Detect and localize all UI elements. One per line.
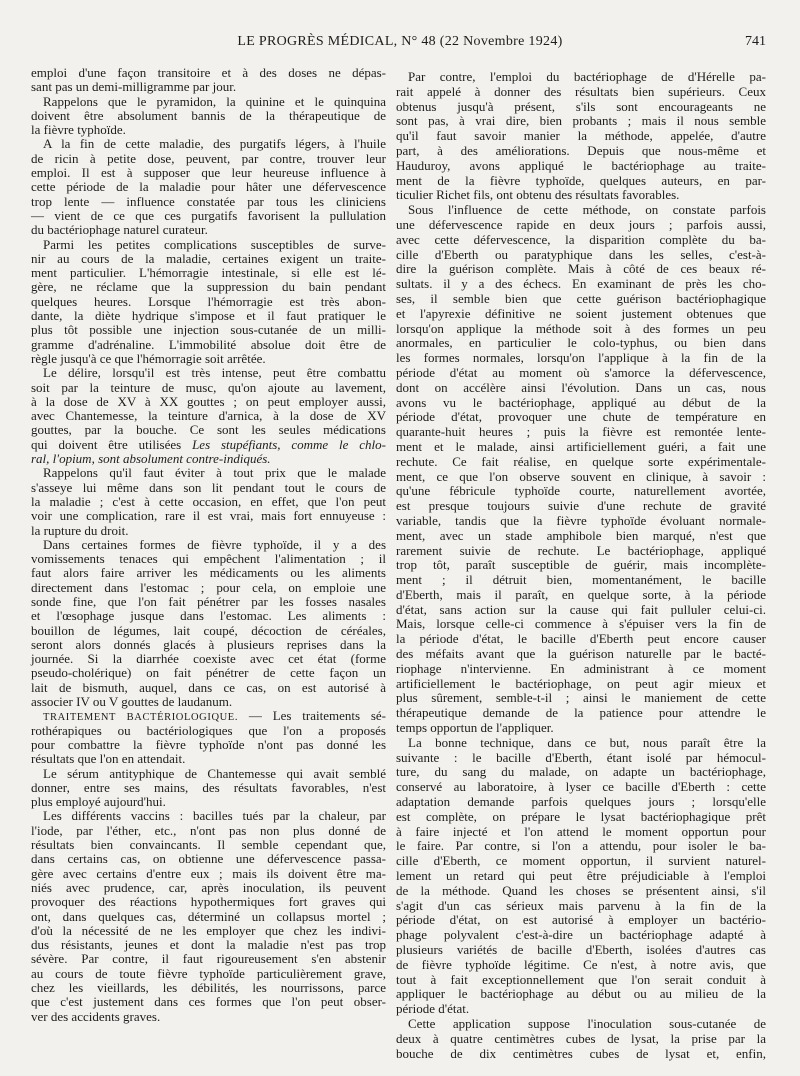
text-line: gère avec certains d'entre eux ; mais ils doivent être ma- bbox=[31, 865, 386, 881]
text-line: Hauduroy, avons appliqué le bactériophage au traite- bbox=[396, 157, 766, 173]
text-line: à faire injecté et l'on attend le moment opportun pour bbox=[396, 823, 766, 839]
text-line: est presque toujours suivie d'une rechute de gravité bbox=[396, 498, 766, 514]
line-text: qui doivent être utilisées bbox=[31, 436, 193, 452]
text-line: dante, la diète hydrique s'impose et il faut pratiquer le bbox=[31, 308, 386, 324]
text-line: cette période de la maladie pour hâter une défervescence bbox=[31, 179, 386, 195]
text-line: Cette application suppose l'inoculation sous-cutanée de bbox=[408, 1016, 766, 1031]
text-line: sévère. Par contre, il faut rigoureusement s'en abstenir bbox=[31, 951, 386, 967]
text-line: plus tôt possible une injection sous-cutanée de un milli- bbox=[31, 322, 386, 338]
text-line: emploi d'une façon transitoire et à des doses ne dépas- bbox=[31, 65, 386, 80]
text-line: rechute. Ce fait réalise, en quelque sorte expérimentale- bbox=[396, 453, 766, 469]
text-line: rarement suivie de rechute. Le bactériophage, appliqué bbox=[396, 542, 766, 558]
text-line: anormales, en particulier le colo-typhus, ou bien dans bbox=[396, 335, 766, 351]
text-line: nir au cours de la maladie, certaines exigent un traite- bbox=[31, 250, 386, 266]
text-line: ment de la fièvre typhoïde, quelques auteurs, en par- bbox=[396, 172, 766, 188]
text-line: La bonne technique, dans ce but, nous paraît être la bbox=[408, 734, 766, 750]
text-line: part, à des améliorations. Depuis que nous-même et bbox=[396, 142, 766, 158]
text-line: la maladie ; c'est à cette occasion, en effet, que l'on peut bbox=[31, 493, 386, 509]
text-line: cille d'Eberth, ce moment opportun, il survient naturel- bbox=[396, 853, 766, 869]
text-line: riophage n'intervienne. En administrant à ce moment bbox=[396, 660, 766, 676]
text-line: temps opportun de l'appliquer. bbox=[396, 720, 554, 736]
text-line: une défervescence rapide en deux jours ; parfois aussi, bbox=[396, 216, 766, 232]
section-heading-line bbox=[31, 709, 386, 723]
text-line: quarante-huit heures ; puis la fièvre est remontée lente- bbox=[396, 424, 766, 440]
text-line: bouillon de légumes, lait coupé, décoction de céréales, bbox=[31, 622, 386, 638]
text-line: trop tôt, paraît susceptible de guérir, mais incomplète- bbox=[396, 557, 766, 573]
text-line: s'agit d'un cas sérieux mais parvenu à la fin de la bbox=[396, 897, 766, 913]
text-line: Rappelons qu'il faut éviter à tout prix que le malade bbox=[43, 465, 386, 481]
text-line: ticulier Richet fils, ont obtenu des résultats favorables. bbox=[396, 187, 680, 203]
text-line: ral, l'opium, sont absolument contre-indiqués. bbox=[31, 451, 271, 467]
text-line: ment et le malade, ainsi artificiellement guéri, a fait une bbox=[396, 438, 766, 454]
text-line: ses, il semble bien que cette guérison bactériophagique bbox=[396, 290, 766, 306]
text-line: avec cette défervescence, la disparition complète du ba- bbox=[396, 231, 766, 247]
text-line: rait appelé à donner des résultats bien supérieurs. Ceux bbox=[396, 83, 766, 99]
text-line: ment ; il détruit bien, momentanément, le bacille bbox=[396, 572, 766, 588]
text-line: résultats bien convaincants. Il semble cependant que, bbox=[31, 837, 386, 853]
text-line: deux à quatre centimètres cubes de lysat, la prise par la bbox=[396, 1030, 766, 1046]
text-line: à la dose de XV à XX gouttes ; on peut employer aussi, bbox=[31, 393, 386, 409]
text-line: cille d'Eberth ou paratyphique dans les selles, c'est-à- bbox=[396, 246, 766, 262]
text-line: plus sûrement, semble-t-il ; ainsi le maniement de cette bbox=[396, 690, 766, 706]
text-line: période d'état au moment où s'amorce la défervescence, bbox=[396, 364, 766, 380]
text-line: Sous l'influence de cette méthode, on constate parfois bbox=[408, 202, 766, 218]
text-line: d'Eberth, mais il paraît, en quelque sorte, à la période bbox=[396, 586, 766, 602]
text-line: doivent être absolument bannis de la thérapeutique de bbox=[31, 107, 386, 123]
text-line: période d'état. bbox=[396, 1001, 470, 1017]
text-line: gramme d'adrénaline. L'immobilité absolue doit être de bbox=[31, 336, 386, 352]
text-line: d'où la nécessité de ne les employer que chez les indivi- bbox=[31, 922, 386, 938]
text-line: ment, ce que l'on observe souvent en clinique, à savoir : bbox=[396, 468, 766, 484]
text-line: pseudo-cholérique) on fait pénétrer de cette façon un bbox=[31, 665, 386, 681]
text-line: Les différents vaccins : bacilles tués par la chaleur, par bbox=[43, 808, 386, 824]
text-line: ver des accidents graves. bbox=[31, 1008, 161, 1024]
text-line: pour combattre la fièvre typhoïde n'ont pas donné les bbox=[31, 736, 386, 752]
text-line: lement un retard qui peut être préjudiciable à l'emploi bbox=[396, 868, 766, 884]
italic-text: Les stupéfiants, comme le chlo- bbox=[192, 436, 386, 452]
section-heading: TRAITEMENT BACTÉRIOLOGIQUE. bbox=[43, 712, 239, 724]
text-line: suivante : le bacille d'Eberth, étant isolé par hémocul- bbox=[396, 749, 766, 765]
journal-title: LE PROGRÈS MÉDICAL, N° 48 (22 Novembre 1924) bbox=[237, 34, 563, 49]
text-line: que c'est justement dans ces formes que l'on peut obser- bbox=[31, 994, 386, 1010]
text-line: sont pas, à vrai dire, bien probants ; mais il nous semble bbox=[396, 113, 766, 129]
text-line: Dans certaines formes de fièvre typhoïde, il y a des bbox=[43, 536, 386, 552]
text-line: s'asseye lui même dans son lit pendant tout le cours de bbox=[31, 479, 386, 495]
text-line: lait de bismuth, auquel, dans ce cas, on est autorisé à bbox=[31, 679, 386, 695]
text-line: plusieurs variétés de bacille d'Eberth, isolées d'autres cas bbox=[396, 942, 766, 958]
text-line: qu'il faut savoir manier la méthode, appelée, d'autre bbox=[396, 128, 766, 144]
text-line: appliquer le bactériophage au début ou au milieu de la bbox=[396, 986, 766, 1002]
text-line: qu'une fébricule typhoïde courte, naturellement avortée, bbox=[396, 483, 766, 499]
text-line: vomissements tenaces qui empêchent l'alimentation ; il bbox=[31, 551, 386, 567]
text-line: sonde fine, que l'on fait pénétrer par les fosses nasales bbox=[31, 593, 386, 609]
text-line: est complète, on prépare le lysat bactériophagique prêt bbox=[396, 808, 766, 824]
text-line: Rappelons que le pyramidon, la quinine et le quinquina bbox=[43, 93, 386, 109]
text-line: plus employé aujourd'hui. bbox=[31, 794, 166, 810]
text-line: seront alors donnés glacés à plusieurs reprises dans la bbox=[31, 636, 386, 652]
text-line: emploi. Il est à supposer que leur heureuse influence à bbox=[31, 165, 386, 181]
text-line: dont on accélère ainsi l'évolution. Dans un cas, nous bbox=[396, 379, 766, 395]
text-line: la rupture du droit. bbox=[31, 522, 129, 538]
text-line: A la fin de cette maladie, des purgatifs légers, à l'huile bbox=[43, 136, 386, 152]
text-line: chez les vieillards, les débilités, les nourrissons, parce bbox=[31, 980, 386, 995]
left-column bbox=[31, 66, 386, 1024]
text-line: donner, entre ses mains, des résultats favorables, n'est bbox=[31, 779, 386, 795]
text-line: — vient de ce que ces purgatifs favorisent la pullulation bbox=[31, 207, 386, 223]
text-line: le faire. Par contre, si l'on a attendu, pour isoler le ba- bbox=[396, 838, 766, 854]
text-line: variable, tandis que la fièvre typhoïde évoluant normale- bbox=[396, 512, 766, 528]
text-line: gouttes, par la bouche. Ce sont les seules médications bbox=[31, 422, 386, 438]
text-line: tout à fait exceptionnellement que l'on serait conduit à bbox=[396, 971, 766, 987]
text-line: ment particulier. L'hémorragie intestinale, si elle est lé- bbox=[31, 265, 386, 281]
text-line: dire la guérison complète. Mais à côté de ces beaux ré- bbox=[396, 261, 766, 277]
text-line: période d'état, provoquer une chute de température en bbox=[396, 409, 766, 425]
text-line: bouche de dix centimètres cubes de lysat et, enfin, bbox=[396, 1045, 766, 1061]
text-line: dus résistants, jeunes et dont la maladie n'est pas trop bbox=[31, 937, 386, 953]
text-line: ment, avec un stade amphibole bien marqué, n'est que bbox=[396, 527, 766, 543]
text-line bbox=[31, 438, 386, 452]
text-line: provoquer des réactions hypothermiques fort graves qui bbox=[31, 894, 386, 910]
text-line: sultats. il y a des échecs. En examinant de près les cho- bbox=[396, 276, 766, 292]
text-line: la fièvre typhoïde. bbox=[31, 122, 126, 138]
text-line: faut alors faire arriver les médicaments ou les aliments bbox=[31, 565, 386, 581]
text-line: règle jusqu'à ce que l'hémorragie soit arrêtée. bbox=[31, 350, 266, 366]
text-line: directement dans l'estomac ; pour cela, on emploie une bbox=[31, 579, 386, 595]
text-line: et l'œsophage jusque dans l'estomac. Les aliments : bbox=[31, 608, 386, 624]
text-line: avec Chantemesse, la teinture d'arnica, à la dose de XV bbox=[31, 408, 386, 424]
text-line: résultats que l'on en attendait. bbox=[31, 751, 186, 767]
text-line: associer IV ou V gouttes de laudanum. bbox=[31, 694, 233, 710]
text-line: de fièvre typhoïde légitime. Ce n'est, à notre avis, que bbox=[396, 956, 766, 972]
text-line: journée. Si la diarrhée coexiste avec cet état (forme bbox=[31, 651, 386, 667]
text-line: gère, ne réclame que la suppression du bain pendant bbox=[31, 279, 386, 295]
text-line: de ricin à petite dose, peuvent, par contre, trouver leur bbox=[31, 150, 386, 166]
text-line: avons vu le bactériophage, appliqué au début de la bbox=[396, 394, 766, 410]
text-line: des méfaits avant que la guérison naturelle par le bacté- bbox=[396, 646, 766, 662]
text-line: Le sérum antityphique de Chantemesse qui avait semblé bbox=[43, 765, 386, 781]
text-line: Le délire, lorsqu'il est très intense, peut être combattu bbox=[43, 365, 386, 381]
text-line: artificiellement le bactériophage, on peut agir mieux et bbox=[396, 675, 766, 691]
line-text: — Les traitements sé- bbox=[238, 708, 386, 724]
text-line: période d'état, on est autorisé à employer un bactério- bbox=[396, 912, 766, 928]
text-line: Parmi les petites complications susceptibles de surve- bbox=[43, 236, 386, 252]
text-line: soit par la teinture de musc, qu'on ajoute au lavement, bbox=[31, 379, 386, 395]
text-line: de la méthode. Quand les choses se présentent ainsi, s'il bbox=[396, 882, 766, 898]
text-line: obtenus jusqu'à présent, s'ils sont encourageants ne bbox=[396, 98, 766, 114]
text-line: niés avec prudence, car, après inoculation, ils peuvent bbox=[31, 879, 386, 895]
text-line: Mais, lorsque celle-ci commence à s'épuiser vers la fin de bbox=[396, 616, 766, 632]
text-line: phage polyvalent c'est-à-dire un bactériophage adapté à bbox=[396, 927, 766, 943]
right-column bbox=[396, 70, 766, 1061]
text-line: thérapeutique demande de la patience pour attendre le bbox=[396, 705, 766, 721]
text-line: les formes normales, lorsqu'on l'applique à la fin de la bbox=[396, 350, 766, 366]
text-line: d'état, sans action sur la cause qui fait pulluler celui-ci. bbox=[396, 601, 766, 617]
text-line: lorsqu'on applique la méthode soit à des formes un peu bbox=[396, 320, 766, 336]
text-line: conservé au laboratoire, à lyser ce bacille d'Eberth : cette bbox=[396, 779, 766, 795]
text-line: ture, du sang du malade, on adapte un bactériophage, bbox=[396, 764, 766, 780]
text-line: voir une complication, rare il est vrai, mais fort ennuyeuse : bbox=[31, 508, 386, 524]
text-line: et l'apyrexie définitive ne soient justement obtenues que bbox=[396, 305, 766, 321]
text-line: rothérapiques ou bactériologiques que l'on a proposés bbox=[31, 722, 386, 738]
text-line: la période d'état, le bacille d'Eberth peut encore causer bbox=[396, 631, 766, 647]
text-line: adaptation demande parfois quelques jours ; lorsqu'elle bbox=[396, 794, 766, 810]
text-line: au cours de toute fièvre typhoïde particulièrement grave, bbox=[31, 965, 386, 981]
text-line: du bactériophage naturel curateur. bbox=[31, 222, 208, 238]
text-line: Par contre, l'emploi du bactériophage de d'Hérelle pa- bbox=[408, 69, 766, 84]
running-header bbox=[30, 34, 770, 52]
text-line: dans certains cas, on obtienne une défervescence passa- bbox=[31, 851, 386, 867]
page-number: 741 bbox=[745, 34, 766, 49]
text-line: sant pas un demi-milligramme par jour. bbox=[31, 79, 237, 95]
text-line: ont, dans quelques cas, déterminé un collapsus mortel ; bbox=[31, 908, 386, 924]
text-line: l'iode, par l'éther, etc., n'ont pas non plus donné de bbox=[31, 822, 386, 838]
text-line: trop lente — influence constatée par tous les cliniciens bbox=[31, 193, 386, 209]
text-line: quelques heures. Lorsque l'hémorragie est très abon- bbox=[31, 293, 386, 309]
